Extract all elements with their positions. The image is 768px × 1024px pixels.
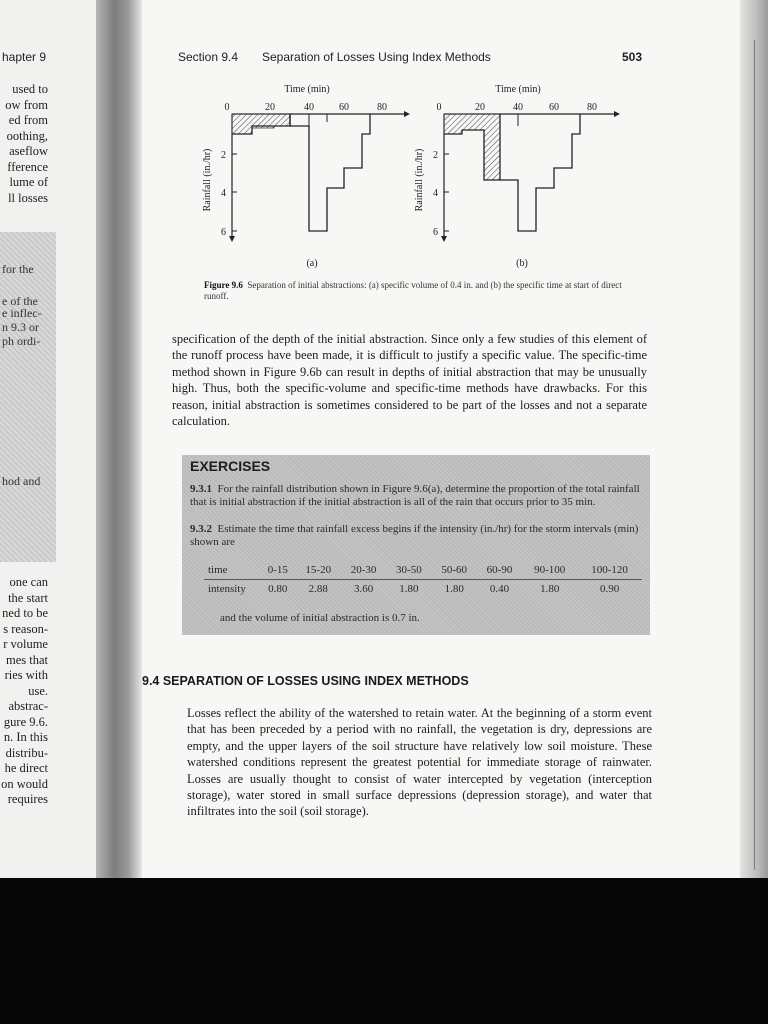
time-interval-cell: 90-100 xyxy=(522,561,577,580)
x-tick-label: 80 xyxy=(587,102,597,113)
x-tick-label: 40 xyxy=(304,102,314,113)
rain-axis-title-b: Rainfall (in./hr) xyxy=(414,148,425,212)
left-line: ned to be xyxy=(2,606,48,620)
left-line: n. In this xyxy=(3,730,48,744)
left-line: the start xyxy=(8,590,48,605)
exercises-heading: EXERCISES xyxy=(190,458,271,474)
figure-9-6 xyxy=(192,78,632,273)
left-snippet: n 9.3 or xyxy=(2,320,39,334)
figure-caption xyxy=(204,280,634,302)
left-line: gure 9.6. xyxy=(3,714,48,729)
y-tick-label: 4 xyxy=(221,188,226,199)
caption-label: Figure 9.6 xyxy=(204,280,243,290)
time-interval-cell: 30-50 xyxy=(386,561,431,580)
time-axis-arrow-a xyxy=(404,111,410,117)
table-row-time xyxy=(204,561,642,580)
running-head-section: Section 9.4 xyxy=(178,50,239,64)
initial-abstraction-hatch-a xyxy=(232,114,290,134)
left-snippet: ph ordi- xyxy=(2,334,41,348)
panel-label-b: (b) xyxy=(516,258,528,269)
left-line: r volume xyxy=(3,637,48,651)
panel-label-a: (a) xyxy=(306,258,318,269)
x-tick-label: 40 xyxy=(513,102,523,113)
left-snippet: e of the xyxy=(2,294,38,308)
left-snippet: e inflec- xyxy=(2,306,42,320)
rain-axis-arrow-b xyxy=(441,236,447,242)
figure-9-6-svg xyxy=(192,78,632,273)
left-line: one can xyxy=(9,575,48,589)
page-number: 503 xyxy=(622,50,643,64)
exercise-number: 9.3.1 xyxy=(190,483,212,495)
exercise-9-3-1 xyxy=(190,483,642,509)
hyetograph-bars-b xyxy=(500,114,580,231)
time-interval-cell: 60-90 xyxy=(477,561,522,580)
exercise-9-3-2 xyxy=(190,523,642,549)
rain-axis-arrow-a xyxy=(229,236,235,242)
right-page-edge xyxy=(740,0,768,878)
intensity-cell: 2.88 xyxy=(308,583,328,595)
initial-abstraction-hatch-b xyxy=(444,114,500,180)
left-page-chapter: hapter 9 xyxy=(2,50,47,64)
exercise-text: Estimate the time that rainfall excess begins if the intensity (in./hr) for the storm intervals (min) shown are xyxy=(190,523,639,548)
y-tick-label: 6 xyxy=(433,227,438,238)
left-snippet: hod and xyxy=(2,474,41,488)
page-edge-line xyxy=(754,40,755,870)
intensity-cell: 1.80 xyxy=(444,583,464,595)
x-tick-label: 60 xyxy=(339,102,349,113)
rain-axis-title-a: Rainfall (in./hr) xyxy=(202,148,213,212)
paragraph-initial-abstraction: specification of the depth of the initial abstraction. Since only a few studies of this element of the runoff process have been made, it is difficult to justify a specific value. The specific-time method shown in Figure 9.6b can result in depths of initial abstraction that may be unusually high. Thus, both the specific-volume and specific-time methods have drawbacks. For this reason, initial abstraction is sometimes considered to be part of the losses and not a separate calculation. xyxy=(172,332,647,429)
x-tick-label: 0 xyxy=(436,102,442,113)
intensity-cell: 1.80 xyxy=(399,583,419,595)
left-line: he direct xyxy=(4,761,48,775)
intensity-cell: 1.80 xyxy=(540,583,560,595)
time-interval-cell: 15-20 xyxy=(296,561,341,580)
row-header-time: time xyxy=(204,561,260,580)
table-row-intensity xyxy=(204,580,642,599)
book-gutter xyxy=(96,0,142,878)
intensity-cell: 0.90 xyxy=(599,583,620,595)
x-tick-label: 60 xyxy=(549,102,559,113)
left-line: abstrac- xyxy=(8,699,48,713)
dark-background xyxy=(0,878,768,1024)
left-line: used to xyxy=(12,82,48,96)
left-page-shaded-box xyxy=(0,232,56,562)
time-interval-cell: 0-15 xyxy=(260,561,296,580)
hyetograph-bars-a xyxy=(290,114,370,231)
time-axis-title-a: Time (min) xyxy=(284,84,330,95)
exercise-number: 9.3.2 xyxy=(190,523,212,535)
intensity-cell: 3.60 xyxy=(353,583,374,595)
left-line: mes that xyxy=(5,652,48,667)
x-tick-label: 0 xyxy=(224,102,230,113)
left-line: oothing, xyxy=(6,128,48,143)
running-head-title: Separation of Losses Using Index Methods xyxy=(262,50,491,64)
left-line: ries with xyxy=(4,668,48,682)
left-page xyxy=(0,0,96,878)
exercise-text: For the rainfall distribution shown in Figure 9.6(a), determine the proportion of the total rainfall that is initial abstraction if the initial abstraction is all of the rain that occurs prior to 35 min. xyxy=(190,483,640,508)
y-tick-label: 2 xyxy=(433,150,438,161)
x-tick-label: 20 xyxy=(475,102,485,113)
x-tick-label: 80 xyxy=(377,102,387,113)
left-page-lines-top xyxy=(0,82,48,206)
time-interval-cell: 20-30 xyxy=(341,561,386,580)
exercise-tail: and the volume of initial abstraction is 0.7 in. xyxy=(220,612,420,624)
left-line: ll losses xyxy=(8,190,48,205)
time-interval-cell: 100-120 xyxy=(577,561,642,580)
left-line: s reason- xyxy=(3,621,48,636)
y-tick-label: 4 xyxy=(433,188,438,199)
row-header-intensity: intensity xyxy=(208,583,246,595)
left-page-lines-bottom xyxy=(0,575,48,808)
caption-text: Separation of initial abstractions: (a) specific volume of 0.4 in. and (b) the specific time at start of direct runoff. xyxy=(204,280,622,301)
left-line: ow from xyxy=(5,97,48,112)
left-line: distribu- xyxy=(5,745,48,760)
y-tick-label: 6 xyxy=(221,227,226,238)
x-tick-label: 20 xyxy=(265,102,275,113)
time-axis-title-b: Time (min) xyxy=(495,84,541,95)
section-heading-9-4: 9.4 SEPARATION OF LOSSES USING INDEX METHODS xyxy=(142,674,469,688)
y-tick-label: 2 xyxy=(221,150,226,161)
intensity-cell: 0.80 xyxy=(268,583,288,595)
time-interval-cell: 50-60 xyxy=(432,561,477,580)
paragraph-losses: Losses reflect the ability of the watershed to retain water. At the beginning of a storm event that has been preceded by a period with no rainfall, the vegetation is dry, depressions are empty, and the upper layers of the soil structure have relatively low soil moisture. These watershed conditions represent the greatest potential for immediate storage of rainwater. Losses are usually thought to consist of water intercepted by vegetation (interception storage), water stored in small surface depressions (depression storage), and water that infiltrates into the soil (soil storage). xyxy=(187,706,652,819)
left-line: on would xyxy=(1,776,48,791)
left-line: fference xyxy=(7,159,48,174)
intensity-cell: 0.40 xyxy=(489,583,510,595)
intensity-table xyxy=(204,561,642,598)
left-line: lume of xyxy=(9,175,48,189)
left-line: ed from xyxy=(8,113,48,127)
left-line: aseflow xyxy=(9,144,48,158)
exercises-box xyxy=(182,455,650,635)
time-axis-arrow-b xyxy=(614,111,620,117)
left-line: use. xyxy=(28,683,48,698)
left-snippet: for the xyxy=(2,262,34,276)
left-line: requires xyxy=(7,792,48,806)
book-page xyxy=(142,0,740,878)
